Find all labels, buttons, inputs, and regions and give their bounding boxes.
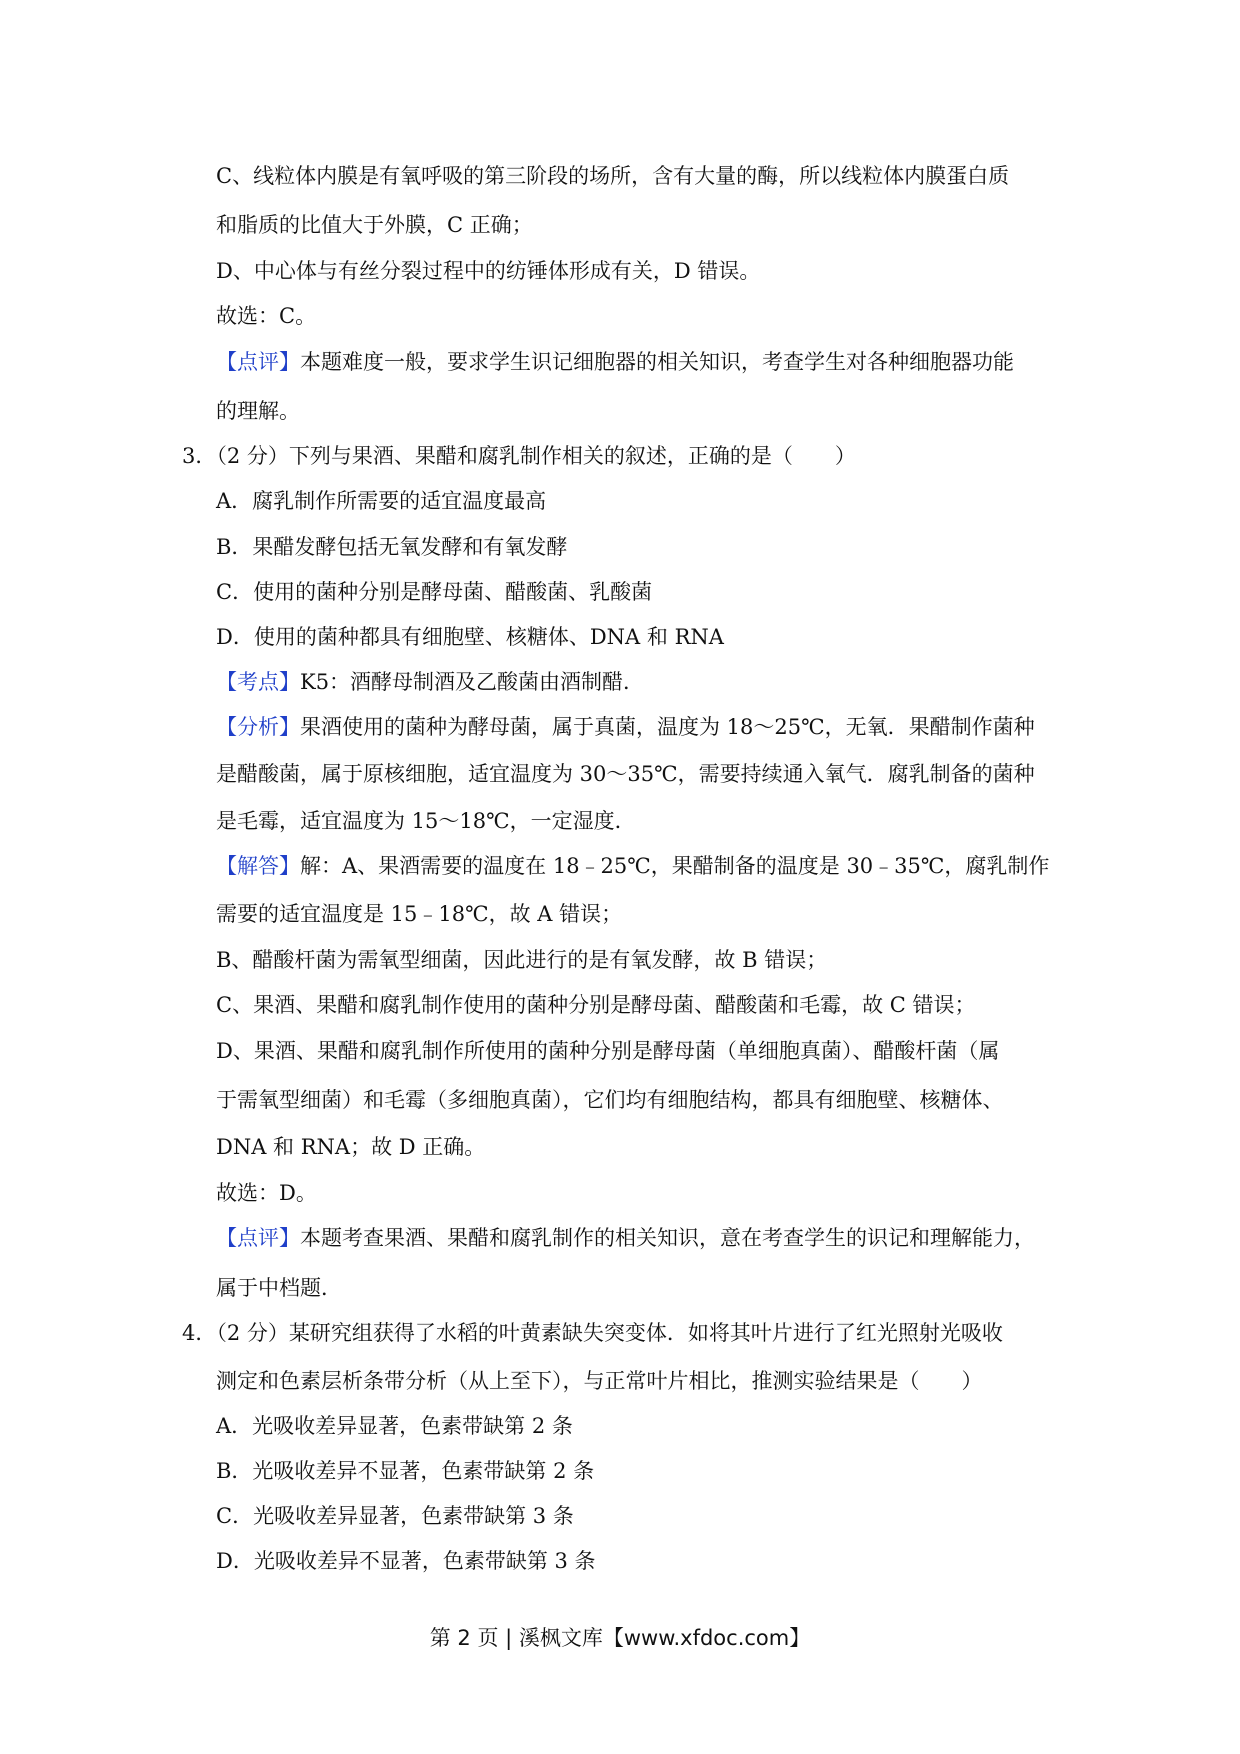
text-line: 故选：C。 [216, 304, 317, 328]
text-line: C、线粒体内膜是有氧呼吸的第三阶段的场所，含有大量的酶，所以线粒体内膜蛋白质 [216, 164, 1010, 188]
comment-paragraph [216, 347, 1014, 377]
kaodian-tag: 【考点】 [216, 670, 300, 694]
option-d: D．使用的菌种都具有细胞壁、核糖体、DNA 和 RNA [216, 625, 724, 649]
text-line: 果酒使用的菌种为酵母菌，属于真菌，温度为 18～25℃，无氧．果醋制作菌种 [300, 715, 1035, 739]
text-line: 故选：D。 [216, 1181, 317, 1205]
text-line: D、中心体与有丝分裂过程中的纺锤体形成有关，D 错误。 [216, 259, 761, 283]
page-footer: 第 2 页 | 溪枫文库【www.xfdoc.com】 [429, 1626, 811, 1650]
analysis-paragraph [216, 712, 1035, 742]
text-line: 的理解。 [216, 399, 300, 423]
text-line: DNA 和 RNA；故 D 正确。 [216, 1135, 486, 1159]
comment-tag: 【点评】 [216, 350, 300, 374]
text-line: K5：酒酵母制酒及乙酸菌由酒制醋． [300, 670, 645, 694]
option-a: A．腐乳制作所需要的适宜温度最高 [216, 489, 547, 513]
option-c: C．使用的菌种分别是酵母菌、醋酸菌、乳酸菌 [216, 580, 653, 604]
text-line: 是醋酸菌，属于原核细胞，适宜温度为 30～35℃，需要持续通入氧气．腐乳制备的菌种 [216, 762, 1035, 786]
text-line: D、果酒、果醋和腐乳制作所使用的菌种分别是酵母菌（单细胞真菌）、醋酸杆菌（属 [216, 1039, 1000, 1063]
option-d: D．光吸收差异不显著，色素带缺第 3 条 [216, 1549, 596, 1573]
comment-paragraph [216, 1223, 1035, 1253]
analysis-tag: 【分析】 [216, 715, 300, 739]
text-line: 需要的适宜温度是 15﹣18℃，故 A 错误； [216, 902, 623, 926]
option-c: C．光吸收差异显著，色素带缺第 3 条 [216, 1504, 574, 1528]
question-3-stem: 3．（2 分）下列与果酒、果醋和腐乳制作相关的叙述，正确的是（ ） [182, 444, 856, 468]
question-4-stem: 4．（2 分）某研究组获得了水稻的叶黄素缺失突变体．如将其叶片进行了红光照射光吸收 [182, 1321, 1003, 1345]
text-line: 本题考查果酒、果醋和腐乳制作的相关知识，意在考查学生的识记和理解能力， [300, 1226, 1035, 1250]
option-b: B．光吸收差异不显著，色素带缺第 2 条 [216, 1459, 595, 1483]
kaodian-paragraph [216, 667, 644, 697]
text-line: 属于中档题． [216, 1276, 342, 1300]
text-line: 解：A、果酒需要的温度在 18﹣25℃，果醋制备的温度是 30﹣35℃，腐乳制作 [300, 854, 1050, 878]
comment-tag: 【点评】 [216, 1226, 300, 1250]
text-line: 是毛霉，适宜温度为 15～18℃，一定湿度． [216, 809, 636, 833]
option-b: B．果醋发酵包括无氧发酵和有氧发酵 [216, 535, 568, 559]
text-line: 于需氧型细菌）和毛霉（多细胞真菌），它们均有细胞结构，都具有细胞壁、核糖体、 [216, 1088, 1004, 1112]
text-line: 本题难度一般，要求学生识记细胞器的相关知识，考查学生对各种细胞器功能 [300, 350, 1014, 374]
text-line: 测定和色素层析条带分析（从上至下），与正常叶片相比，推测实验结果是（ ） [216, 1369, 983, 1393]
answer-paragraph [216, 851, 1049, 881]
option-a: A．光吸收差异显著，色素带缺第 2 条 [216, 1414, 573, 1438]
text-line: B、醋酸杆菌为需氧型细菌，因此进行的是有氧发酵，故 B 错误； [216, 948, 828, 972]
answer-tag: 【解答】 [216, 854, 300, 878]
text-line: 和脂质的比值大于外膜，C 正确； [216, 213, 533, 237]
text-line: C、果酒、果醋和腐乳制作使用的菌种分别是酵母菌、醋酸菌和毛霉，故 C 错误； [216, 993, 976, 1017]
